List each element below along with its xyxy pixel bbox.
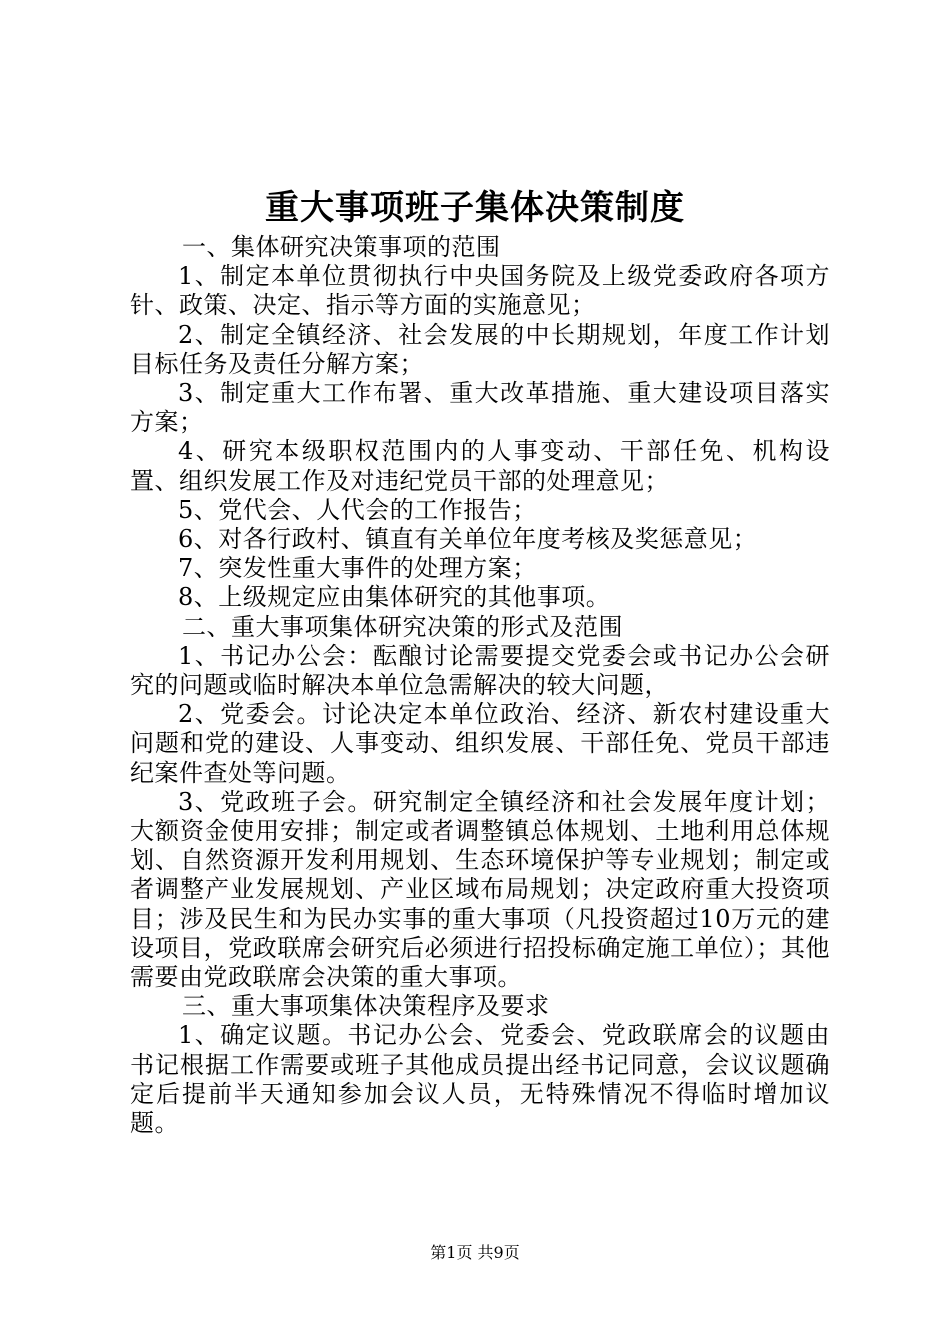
paragraph: 5、党代会、人代会的工作报告； bbox=[178, 495, 537, 524]
section-heading-1: 一、集体研究决策事项的范围 bbox=[182, 233, 501, 261]
section-heading-3: 三、重大事项集体决策程序及要求 bbox=[182, 992, 550, 1021]
paragraph: 1、书记办公会：酝酿讨论需要提交党委会或书记办公会研究的问题或临时解决本单位急需解决的较大问题， bbox=[130, 641, 830, 700]
section-heading-2: 二、重大事项集体研究决策的形式及范围 bbox=[182, 612, 623, 641]
paragraph: 8、上级规定应由集体研究的其他事项。 bbox=[178, 583, 611, 612]
document-title: 重大事项班子集体决策制度 bbox=[265, 188, 685, 228]
paragraph: 2、制定全镇经济、社会发展的中长期规划，年度工作计划目标任务及责任分解方案； bbox=[130, 320, 830, 378]
paragraph: 7、突发性重大事件的处理方案； bbox=[178, 554, 537, 583]
paragraph: 1、确定议题。书记办公会、党委会、党政联席会的议题由书记根据工作需要或班子其他成员提出经书记同意，会议议题确定后提前半天通知参加会议人员，无特殊情况不得临时增加议题。 bbox=[130, 1021, 830, 1138]
page-footer: 第1页 共9页 bbox=[430, 1243, 520, 1262]
paragraph: 6、对各行政村、镇直有关单位年度考核及奖惩意见； bbox=[178, 525, 758, 554]
paragraph: 4、研究本级职权范围内的人事变动、干部任免、机构设置、组织发展工作及对违纪党员干部的处理意见； bbox=[130, 437, 830, 495]
paragraph: 3、制定重大工作布署、重大改革措施、重大建设项目落实方案； bbox=[130, 379, 830, 437]
paragraph: 2、党委会。讨论决定本单位政治、经济、新农村建设重大问题和党的建设、人事变动、组织发展、干部任免、党员干部违纪案件查处等问题。 bbox=[130, 700, 830, 787]
paragraph: 1、制定本单位贯彻执行中央国务院及上级党委政府各项方针、政策、决定、指示等方面的实施意见； bbox=[130, 262, 830, 320]
document-body bbox=[130, 233, 830, 1138]
paragraph: 3、党政班子会。研究制定全镇经济和社会发展年度计划；大额资金使用安排；制定或者调整镇总体规划、土地利用总体规划、自然资源开发利用规划、生态环境保护等专业规划；制定或者调整产业发展规划、产业区域布局规划；决定政府重大投资项目；涉及民生和为民办实事的重大事项（凡投资超过10万元的建设项目，党政联席会研究后必须进行招投标确定施工单位）；其他需要由党政联席会决策的重大事项。 bbox=[130, 787, 830, 992]
